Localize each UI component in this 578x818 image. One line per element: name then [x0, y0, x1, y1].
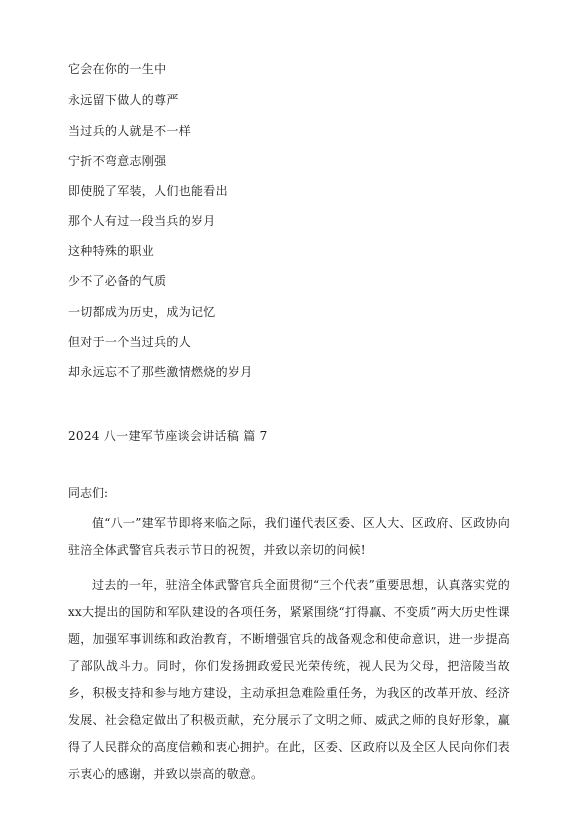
- poem-line: 它会在你的一生中: [68, 62, 167, 76]
- poem-line: 永远留下做人的尊严: [68, 93, 179, 107]
- poem-line: 却永远忘不了那些激情燃烧的岁月: [68, 365, 253, 379]
- body-paragraph: 过去的一年，驻涪全体武警官兵全面贯彻“三个代表”重要思想，认真落实党的xx大提出的国防和军队建设的各项任务，紧紧围绕“打得赢、不变质”两大历史性课题，加强军事训练和政治教育，不断增强官兵的战备观念和使命意识，进一步提高了部队战斗力。同时，你们发扬拥政爱民光荣传统，视人民为父母，把涪陵当故乡，积极支持和参与地方建设，主动承担急难险重任务，为我区的改革开放、经济发展、社会稳定做出了积极贡献，充分展示了文明之师、威武之师的良好形象，赢得了人民群众的高度信赖和衷心拥护。在此，区委、区政府以及全区人民向你们表示衷心的感谢，并致以崇高的敬意。: [68, 578, 510, 781]
- poem-line: 但对于一个当过兵的人: [68, 335, 192, 349]
- poem-line: 少不了必备的气质: [68, 274, 167, 288]
- body-paragraph: 值“八一”建军节即将来临之际，我们谨代表区委、区人大、区政府、区政协向驻涪全体武警官兵表示节日的祝贺，并致以亲切的问候!: [68, 516, 510, 557]
- poem-line: 一切都成为历史，成为记忆: [68, 305, 216, 319]
- poem-line: 那个人有过一段当兵的岁月: [68, 214, 216, 228]
- greeting: 同志们:: [68, 486, 109, 500]
- poem-line: 这种特殊的职业: [68, 244, 155, 258]
- poem-line: 即使脱了军装，人们也能看出: [68, 184, 228, 198]
- section-title: 2024 八一建军节座谈会讲话稿 篇 7: [68, 429, 268, 443]
- poem-line: 宁折不弯意志刚强: [68, 154, 167, 168]
- poem-line: 当过兵的人就是不一样: [68, 124, 192, 138]
